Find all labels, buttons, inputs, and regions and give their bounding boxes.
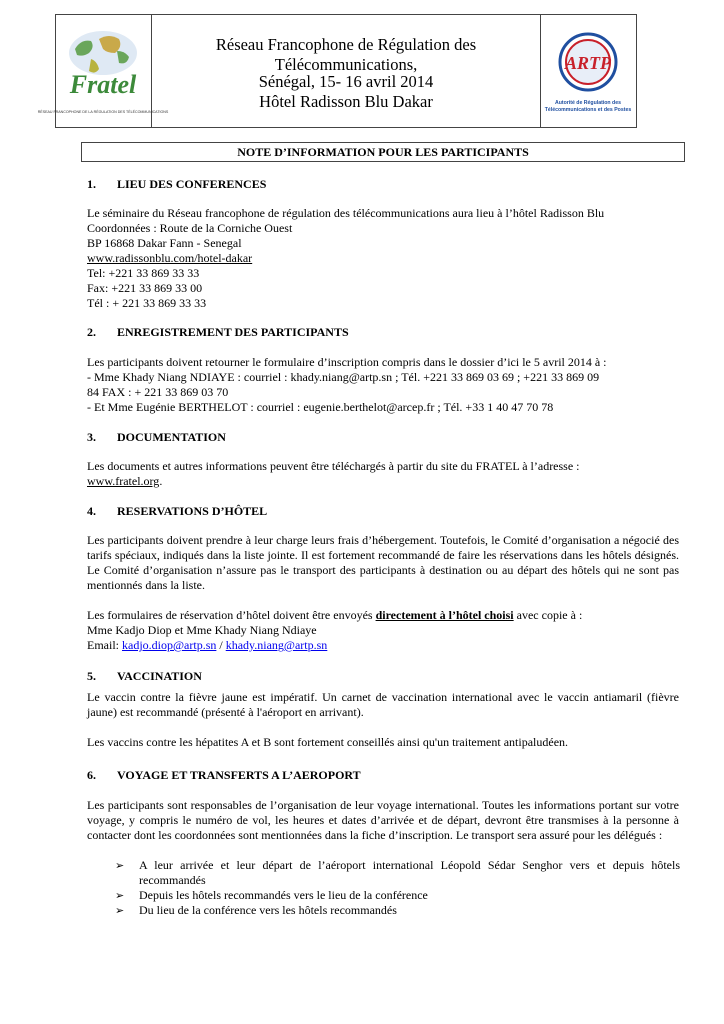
s4-names: Mme Kadjo Diop et Mme Khady Niang Ndiaye	[87, 623, 317, 637]
fratel-website-link[interactable]: www.fratel.org	[87, 474, 160, 488]
s2-contact1-line1: - Mme Khady Niang NDIAYE : courriel : khady.niang@artp.sn ; Tél. +221 33 869 03 69 ; +221 33 869 09	[87, 370, 600, 384]
list-item	[115, 858, 680, 888]
s1-fax: Fax: +221 33 869 33 00	[87, 281, 203, 295]
email-separator: /	[216, 638, 226, 652]
hotel-website-link[interactable]: www.radissonblu.com/hotel-dakar	[87, 251, 253, 265]
list-item-text: A leur arrivée et leur départ de l’aéroport international Léopold Sédar Senghor vers et depuis hôtels recommandés	[139, 858, 680, 887]
s3-link-line	[87, 474, 679, 489]
section-number: 2.	[87, 325, 96, 339]
document-header	[37, 14, 637, 128]
email-link-kadjo[interactable]: kadjo.diop@artp.sn	[122, 638, 217, 652]
header-title-line1: Réseau Francophone de Régulation des Télécommunications,	[215, 35, 477, 74]
s2-intro: Les participants doivent retourner le formulaire d’inscription compris dans le dossier d’ici le 5 avril 2014 à :	[87, 355, 607, 369]
artp-logo	[546, 29, 631, 124]
list-item	[115, 888, 680, 903]
s2-contact1-line2: 84 FAX : + 221 33 869 03 70	[87, 385, 229, 399]
artp-logo-cell	[540, 15, 636, 127]
fratel-logo-subtext: RÉSEAU FRANCOPHONE DE LA RÉGULATION DES TÉLÉCOMMUNICATIONS	[37, 110, 169, 114]
artp-logo-subtext-2: Télécommunications et des Postes	[544, 107, 632, 113]
arrow-bullet-icon: ➢	[115, 904, 125, 917]
email-link-khady[interactable]: khady.niang@artp.sn	[225, 638, 328, 652]
section-title: ENREGISTREMENT DES PARTICIPANTS	[117, 325, 349, 339]
section-title: RESERVATIONS D’HÔTEL	[117, 504, 268, 518]
list-item-text: Du lieu de la conférence vers les hôtels recommandés	[139, 903, 397, 917]
list-item-text: Depuis les hôtels recommandés vers le lieu de la conférence	[139, 888, 428, 902]
s1-coords: Coordonnées : Route de la Corniche Ouest	[87, 221, 293, 235]
arrow-bullet-icon: ➢	[115, 889, 125, 902]
s1-website-line	[87, 251, 679, 266]
section-number: 3.	[87, 430, 96, 444]
section-number: 4.	[87, 504, 96, 518]
artp-logo-subtext-1: Autorité de Régulation des	[554, 100, 622, 106]
header-title-line3: Hôtel Radisson Blu Dakar	[259, 92, 433, 111]
s6-paragraph-1: Les participants sont responsables de l’organisation de leur voyage international. Toutes les informations portant sur votre voyage, y compris le numéro de vol, les heures et dates d’arrivée et de départ, devront être transmises à la personne à contacter dont les coordonnées sont mentionnées dans la fiche d’inscription. Le transport sera assuré pour les délégués :	[87, 798, 679, 842]
section-title: VACCINATION	[117, 669, 202, 683]
header-title	[152, 15, 540, 127]
s4-p2-emphasis: directement à l’hôtel choisi	[375, 608, 514, 622]
fratel-logo	[37, 21, 169, 121]
fratel-logo-cell	[37, 15, 169, 127]
s4-paragraph-1: Les participants doivent prendre à leur charge leurs frais d’hébergement. Toutefois, le Comité d’organisation a négocié des tarifs spéciaux, indiqués dans la liste jointe. Il est fortement recommandé de faire les réservations dans les hôtels désignés. Le Comité d’organisation n’assure pas le transport des participants à destination ou au départ des hôtels qui ne sont pas mentionnés dans la liste.	[87, 533, 679, 592]
s1-tel: Tel: +221 33 869 33 33	[87, 266, 200, 280]
s2-contact2: - Et Mme Eugénie BERTHELOT : courriel : eugenie.berthelot@arcep.fr ; Tél. +33 1 40 47 70 78	[87, 400, 554, 414]
s4-paragraph-2	[87, 608, 679, 623]
s1-intro: Le séminaire du Réseau francophone de régulation des télécommunications aura lieu à l’hôtel Radisson Blu	[87, 206, 605, 220]
s1-tel2: Tél : + 221 33 869 33 33	[87, 296, 207, 310]
section-number: 5.	[87, 669, 96, 683]
email-label: Email:	[87, 638, 122, 652]
s4-email-line	[87, 638, 679, 653]
section-title: DOCUMENTATION	[117, 430, 226, 444]
note-title: NOTE D’INFORMATION POUR LES PARTICIPANTS	[81, 142, 685, 162]
s4-p2-after: avec copie à :	[513, 608, 583, 622]
s5-paragraph-1: Le vaccin contre la fièvre jaune est impératif. Un carnet de vaccination international avec le vaccin antiamaril (fièvre jaune) est recommandé (présenté à l'aéroport en arrivant).	[87, 690, 679, 719]
fratel-logo-text: Fratel	[69, 70, 137, 99]
section-number: 6.	[87, 768, 96, 782]
section-number: 1.	[87, 177, 96, 191]
s5-paragraph-2: Les vaccins contre les hépatites A et B sont fortement conseillés ainsi qu'un traitement antipaludéen.	[87, 735, 569, 749]
section-title: VOYAGE ET TRANSFERTS A L’AEROPORT	[117, 768, 361, 782]
section-title: LIEU DES CONFERENCES	[117, 177, 267, 191]
header-title-line2: Sénégal, 15- 16 avril 2014	[258, 72, 434, 91]
list-item	[115, 903, 680, 918]
arrow-bullet-icon: ➢	[115, 859, 125, 872]
s3-period: .	[159, 474, 163, 488]
s3-text: Les documents et autres informations peuvent être téléchargés à partir du site du FRATEL à l’adresse :	[87, 459, 580, 473]
s1-bp: BP 16868 Dakar Fann - Senegal	[87, 236, 242, 250]
artp-logo-text: ARTP	[564, 53, 612, 73]
s4-p2-before: Les formulaires de réservation d’hôtel doivent être envoyés	[87, 608, 376, 622]
